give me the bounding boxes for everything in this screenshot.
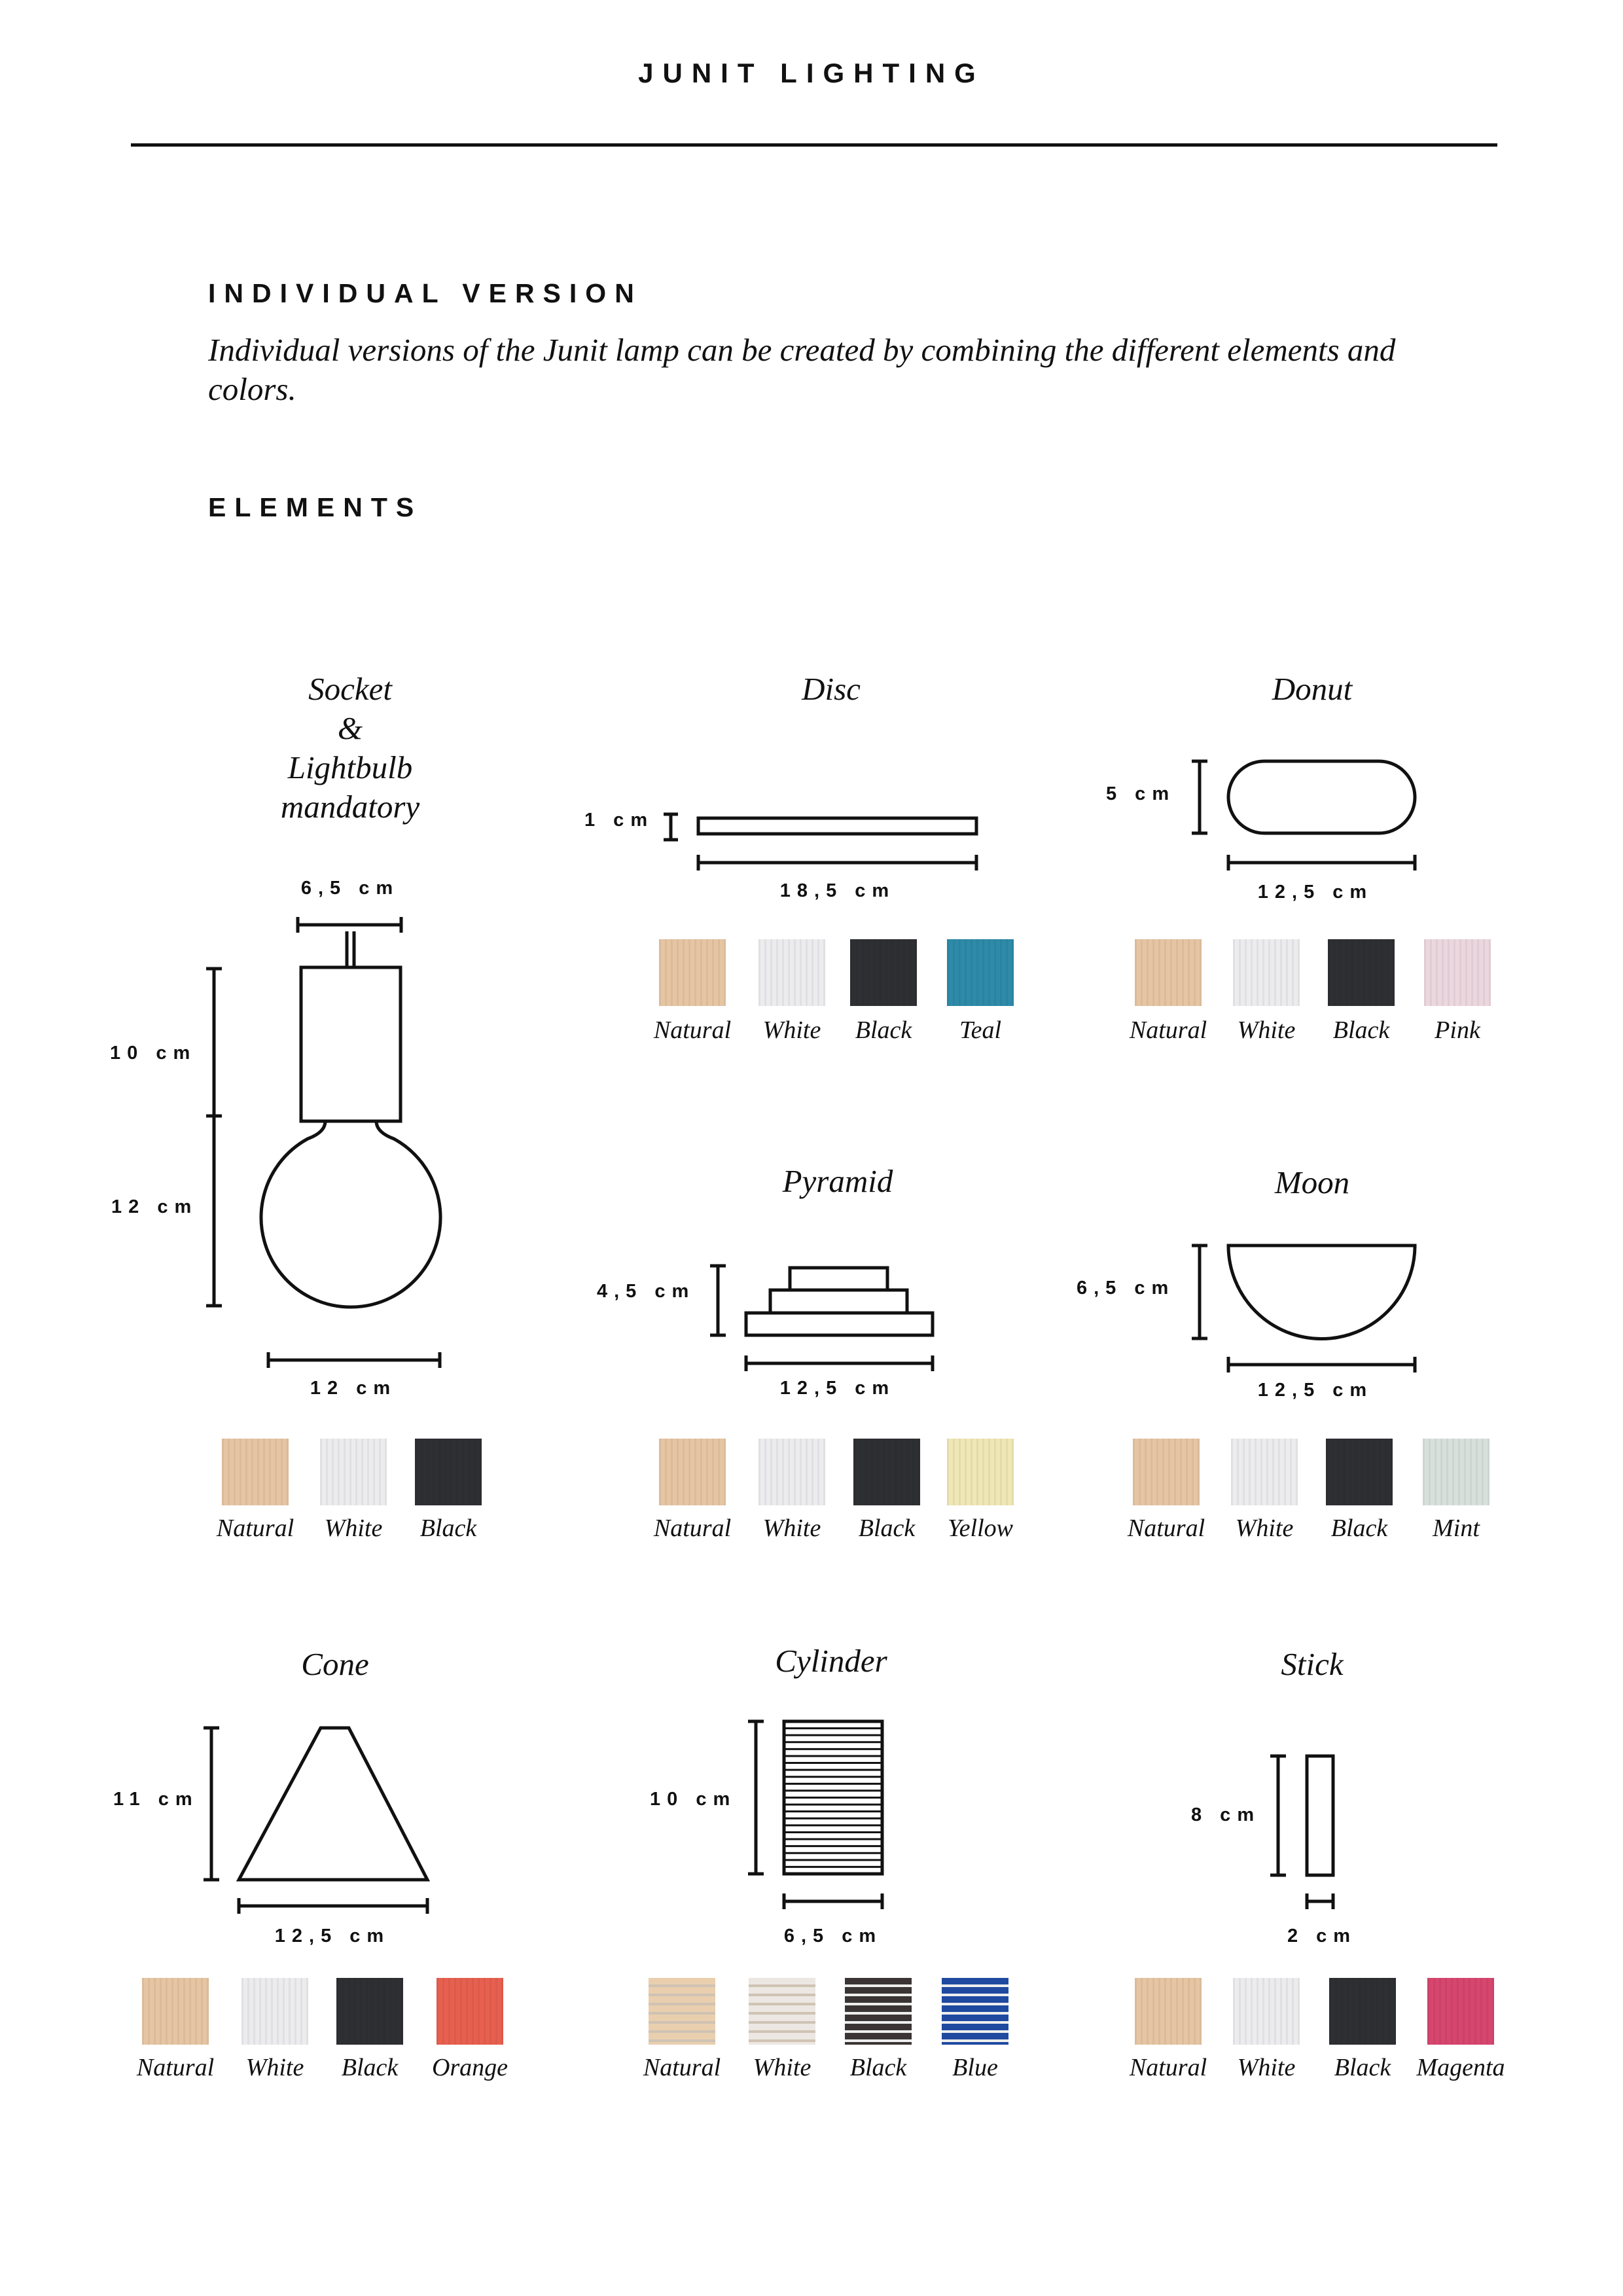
donut-height-dim: 5 cm (1106, 783, 1176, 804)
cylinder-swatch-black (845, 1978, 912, 2045)
page-header-title: JUNIT LIGHTING (638, 58, 985, 88)
cone-color-label: Natural (136, 2054, 215, 2081)
cylinder-color-label: Blue (952, 2054, 998, 2081)
cone-color-label: White (245, 2054, 304, 2081)
stick-color-label: Natural (1129, 2054, 1207, 2081)
cylinder-width-dim: 6,5 cm (783, 1926, 883, 1946)
donut-width-dim: 12,5 cm (1257, 882, 1374, 903)
socket-swatch-natural (222, 1439, 289, 1505)
pyramid-color-label: White (762, 1515, 821, 1542)
cone-color-label: Black (341, 2054, 399, 2081)
disc-color-label: White (762, 1016, 821, 1044)
moon-color-label: White (1235, 1515, 1294, 1542)
donut-swatch-white (1233, 939, 1300, 1006)
pyramid-height-dim: 4,5 cm (597, 1281, 696, 1302)
disc-swatch-white (758, 939, 825, 1006)
disc-color-label: Black (855, 1016, 912, 1044)
cylinder-swatch-white (749, 1978, 815, 2045)
moon-title: Moon (1274, 1164, 1350, 1200)
disc-drawing (664, 814, 976, 870)
cylinder-swatch-blue (942, 1978, 1008, 2045)
cone-height-dim: 11 cm (113, 1789, 199, 1810)
cylinder-color-label: White (753, 2054, 812, 2081)
bulb-width-dim: 12 cm (310, 1378, 397, 1399)
cylinder-title: Cylinder (775, 1643, 887, 1679)
pyramid-swatch-white (758, 1439, 825, 1505)
donut-color-label: Natural (1129, 1016, 1207, 1044)
donut-drawing (1192, 761, 1415, 870)
donut-swatch-pink (1424, 939, 1491, 1006)
pyramid-color-label: Black (858, 1515, 916, 1542)
donut-color-label: Pink (1435, 1016, 1480, 1044)
socket-swatch-white (320, 1439, 387, 1505)
donut-swatch-natural (1135, 939, 1202, 1006)
pyramid-swatch-yellow (947, 1439, 1014, 1505)
pyramid-swatch-black (853, 1439, 920, 1505)
moon-swatch-white (1231, 1439, 1298, 1505)
socket-height-dim: 10 cm (110, 1043, 197, 1064)
pyramid-color-label: Yellow (948, 1515, 1013, 1542)
donut-color-label: White (1237, 1016, 1296, 1044)
stick-color-label: Magenta (1416, 2054, 1505, 2081)
elements-heading: ELEMENTS (208, 492, 423, 522)
stick-drawing (1270, 1756, 1333, 1909)
cone-swatch-white (241, 1978, 308, 2045)
socket-width-dim: 6,5 cm (300, 878, 400, 899)
moon-color-label: Natural (1127, 1515, 1205, 1542)
donut-title: Donut (1272, 671, 1353, 707)
cone-swatch-black (336, 1978, 403, 2045)
bulb-height-dim: 12 cm (111, 1196, 198, 1217)
socket-color-label: Black (419, 1515, 477, 1542)
stick-swatch-white (1233, 1978, 1300, 2045)
pyramid-drawing (710, 1266, 933, 1371)
cylinder-drawing (748, 1721, 882, 1909)
disc-swatch-black (850, 939, 917, 1006)
donut-color-label: Black (1332, 1016, 1390, 1044)
moon-swatch-black (1326, 1439, 1393, 1505)
disc-color-label: Teal (959, 1016, 1002, 1044)
socket-color-label: White (324, 1515, 383, 1542)
moon-swatch-mint (1423, 1439, 1489, 1505)
stick-swatch-black (1329, 1978, 1396, 2045)
pyramid-swatch-natural (659, 1439, 726, 1505)
moon-color-label: Black (1330, 1515, 1388, 1542)
disc-height-dim: 1 cm (584, 810, 654, 831)
cone-color-label: Orange (431, 2054, 508, 2081)
cone-width-dim: 12,5 cm (274, 1926, 391, 1946)
disc-color-label: Natural (653, 1016, 732, 1044)
stick-height-dim: 8 cm (1191, 1804, 1261, 1825)
stick-color-label: White (1237, 2054, 1296, 2081)
stick-swatch-natural (1135, 1978, 1202, 2045)
disc-width-dim: 18,5 cm (779, 880, 896, 901)
pyramid-color-label: Natural (653, 1515, 732, 1542)
disc-swatch-natural (659, 939, 726, 1006)
socket-color-label: Natural (216, 1515, 294, 1542)
cylinder-color-label: Black (849, 2054, 907, 2081)
moon-height-dim: 6,5 cm (1077, 1278, 1175, 1299)
disc-title: Disc (802, 671, 861, 707)
moon-width-dim: 12,5 cm (1257, 1380, 1374, 1401)
individual-version-heading: INDIVIDUAL VERSION (208, 278, 643, 308)
pyramid-width-dim: 12,5 cm (779, 1378, 896, 1399)
cone-drawing (204, 1728, 427, 1914)
socket-swatch-black (415, 1439, 482, 1505)
intro-paragraph: Individual versions of the Junit lamp can be created by combining the different elements and colors. (208, 332, 1396, 407)
stick-color-label: Black (1334, 2054, 1391, 2081)
moon-drawing (1192, 1246, 1415, 1372)
socket-drawing (206, 917, 440, 1368)
moon-color-label: Mint (1433, 1515, 1480, 1542)
moon-swatch-natural (1133, 1439, 1200, 1505)
cylinder-height-dim: 10 cm (650, 1789, 737, 1810)
pyramid-title: Pyramid (782, 1163, 893, 1199)
cone-swatch-natural (142, 1978, 209, 2045)
disc-swatch-teal (947, 939, 1014, 1006)
socket-title: Socket & Lightbulb mandatory (280, 671, 420, 825)
cylinder-swatch-natural (649, 1978, 715, 2045)
cone-title: Cone (301, 1646, 369, 1682)
cylinder-color-label: Natural (643, 2054, 721, 2081)
stick-title: Stick (1281, 1646, 1344, 1682)
cone-swatch-orange (437, 1978, 503, 2045)
stick-width-dim: 2 cm (1287, 1926, 1357, 1946)
stick-swatch-magenta (1427, 1978, 1494, 2045)
donut-swatch-black (1328, 939, 1395, 1006)
